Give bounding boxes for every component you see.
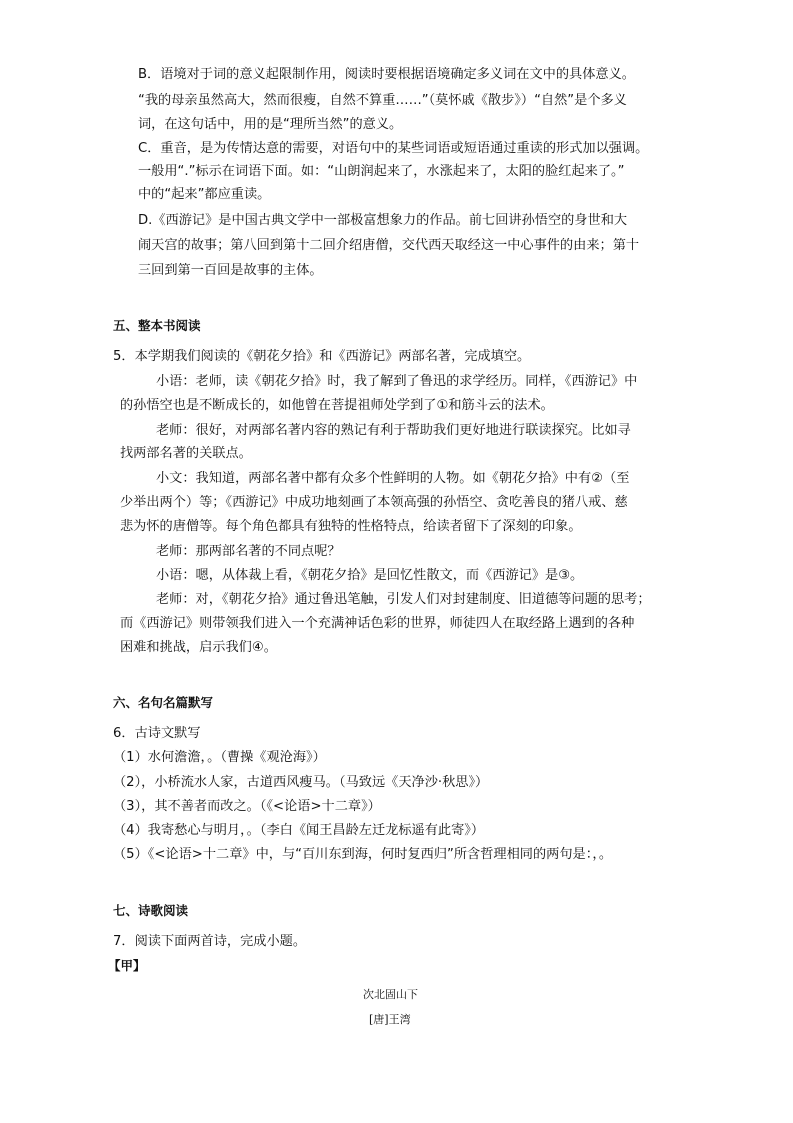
dialogue-6-line-3: 困难和挑战，启示我们④。 xyxy=(120,640,277,655)
option-b-line-3: 词，在这句话中，用的是“理所当然”的意义。 xyxy=(138,117,403,132)
dialogue-6-line-2: 而《西游记》则带领我们进入一个充满神话色彩的世界，师徒四人在取经路上遇到的各种 xyxy=(120,616,635,631)
option-c-line-2: 一般用“.”标示在词语下面。如：“山朗润起来了，水涨起来了，太阳的脸红起来了。” xyxy=(138,164,625,179)
dialogue-3-line-2: 少举出两个）等；《西游记》中成功地刻画了本领高强的孙悟空、贪吃善良的猪八戒、慈 xyxy=(120,495,628,510)
recitation-item-5: （5）《<论语>十二章》中，与“百川东到海，何时复西归”所含哲理相同的两句是：，。 xyxy=(113,847,613,862)
section-6-heading: 六、名句名篇默写 xyxy=(113,695,214,710)
poem-author: [唐]王湾 xyxy=(369,1013,411,1026)
option-c-line-3: 中的“起来”都应重读。 xyxy=(138,187,271,202)
recitation-item-2: （2），小桥流水人家，古道西风瘦马。（马致远《天净沙·秋思》） xyxy=(113,775,489,790)
option-d-line-2: 闹天宫的故事；第八回到第十二回介绍唐僧，交代西天取经这一中心事件的由来；第十 xyxy=(138,238,640,253)
option-b-line-1: B．语境对于词的意义起限制作用，阅读时要根据语境确定多义词在文中的具体意义。 xyxy=(138,67,635,82)
recitation-item-3: （3），其不善者而改之。（《<论语>十二章》） xyxy=(113,799,381,814)
option-c-line-1: C．重音，是为传情达意的需要，对语句中的某些词语或短语通过重读的形式加以强调。 xyxy=(138,141,649,156)
dialogue-4: 老师：那两部名著的不同点呢？ xyxy=(156,544,341,559)
dialogue-5: 小语：嗯，从体裁上看，《朝花夕拾》是回忆性散文，而《西游记》是③。 xyxy=(156,568,584,583)
dialogue-1-line-2: 的孙悟空也是不断成长的，如他曾在菩提祖师处学到了①和筋斗云的法术。 xyxy=(120,398,554,413)
dialogue-3-line-3: 悲为怀的唐僧等。每个角色都具有独特的性格特点，给读者留下了深刻的印象。 xyxy=(120,519,582,534)
dialogue-2-line-1: 老师：很好，对两部名著内容的熟记有利于帮助我们更好地进行联读探究。比如寻 xyxy=(156,423,631,438)
dialogue-3-line-1: 小文：我知道，两部名著中都有众多个性鲜明的人物。如《朝花夕拾》中有②（至 xyxy=(156,471,630,486)
question-7: 7．阅读下面两首诗，完成小题。 xyxy=(113,934,307,949)
question-6: 6．古诗文默写 xyxy=(113,726,201,741)
option-b-line-2: “我的母亲虽然高大，然而很瘦，自然不算重……”（莫怀戚《散步》）“自然”是个多义 xyxy=(138,93,627,108)
option-d-line-3: 三回到第一百回是故事的主体。 xyxy=(138,263,323,278)
section-7-heading: 七、诗歌阅读 xyxy=(113,903,189,918)
dialogue-6-line-1: 老师：对，《朝花夕拾》通过鲁迅笔触，引发人们对封建制度、旧道德等问题的思考； xyxy=(156,592,651,607)
poem-label-jia: 【甲】 xyxy=(108,958,146,973)
recitation-item-4: （4）我寄愁心与明月，。（李白《闻王昌龄左迁龙标遥有此寄》） xyxy=(113,823,485,838)
dialogue-1-line-1: 小语：老师，读《朝花夕拾》时，我了解到了鲁迅的求学经历。同样，《西游记》中 xyxy=(156,374,638,389)
poem-title: 次北固山下 xyxy=(363,988,418,1001)
recitation-item-1: （1）水何澹澹，。（曹操《观沧海》） xyxy=(113,750,326,765)
section-5-heading: 五、整本书阅读 xyxy=(113,318,201,333)
question-5: 5．本学期我们阅读的《朝花夕拾》和《西游记》两部名著，完成填空。 xyxy=(113,349,531,364)
option-d-line-1: D.《西游记》是中国古典文学中一部极富想象力的作品。前七回讲孙悟空的身世和大 xyxy=(138,213,628,228)
dialogue-2-line-2: 找两部名著的关联点。 xyxy=(120,446,252,461)
